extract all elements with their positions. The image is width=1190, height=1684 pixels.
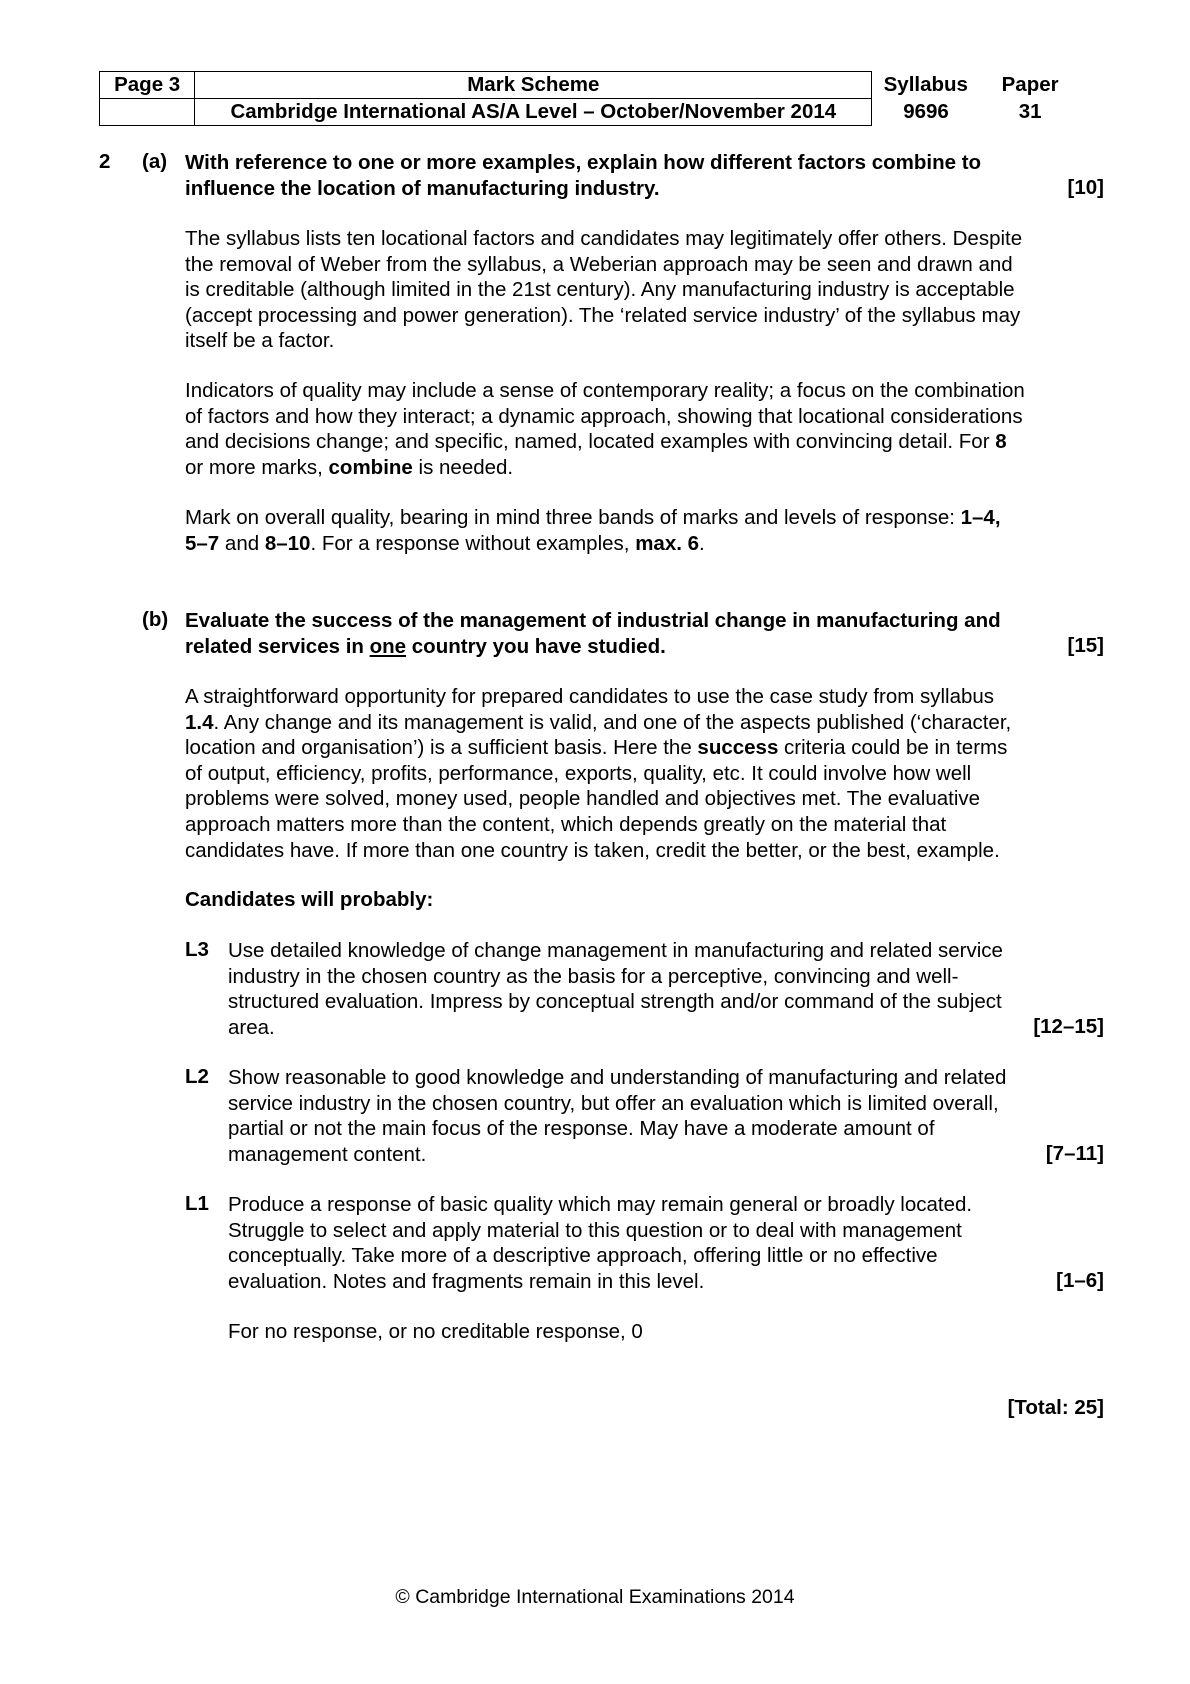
text-line: the removal of Weber from the syllabus, a Weberian approach may be seen and drawn and xyxy=(185,252,1013,276)
level-description xyxy=(228,938,1108,1040)
bold-text: 8 xyxy=(995,430,1007,454)
text-span: related services in xyxy=(185,634,370,658)
level-label: L2 xyxy=(185,1065,209,1088)
text-line: structured evaluation. Impress by conceptual strength and/or command of the subject xyxy=(228,990,1002,1014)
text-line: problems were solved, money used, people handled and objectives met. The evaluative xyxy=(185,787,981,811)
level-marks: [7–11] xyxy=(1045,1142,1104,1165)
part-a-question xyxy=(185,150,1085,201)
text-line: area. xyxy=(228,1015,275,1039)
text-line: itself be a factor. xyxy=(185,329,335,353)
text-line: Use detailed knowledge of change management in manufacturing and related service xyxy=(228,939,1003,962)
part-a-paragraph-2 xyxy=(185,378,1105,480)
text-span: Mark on overall quality, bearing in mind three bands of marks and levels of response: xyxy=(185,506,961,529)
paper-label: Paper xyxy=(1001,73,1059,96)
part-a-label: (a) xyxy=(142,150,168,173)
text-span: . Any change and its management is valid, and one of the aspects published (‘character, xyxy=(213,710,1012,734)
text-line: Struggle to select and apply material to this question or to deal with management xyxy=(228,1218,962,1242)
text-line: candidates have. If more than one country is taken, credit the better, or the best, example. xyxy=(185,838,1000,862)
text-line xyxy=(185,710,1105,736)
level-description xyxy=(228,1192,1108,1294)
text-line: approach matters more than the content, which depends greatly on the material that xyxy=(185,812,947,836)
text-line: The syllabus lists ten locational factors and candidates may legitimately offer others. Despite xyxy=(185,227,1023,250)
header-empty-cell xyxy=(100,99,195,126)
text-span: location and organisation’) is a sufficient basis. Here the xyxy=(185,736,698,760)
part-a-question-line: influence the location of manufacturing industry. xyxy=(185,176,660,200)
part-b-paragraph-1 xyxy=(185,684,1105,863)
syllabus-code: 9696 xyxy=(903,100,949,123)
bold-text: 1.4 xyxy=(185,710,214,734)
text-span: . For a response without examples, xyxy=(310,531,636,555)
level-marks: [12–15] xyxy=(1033,1015,1104,1038)
text-line: is creditable (although limited in the 21st century). Any manufacturing industry is acceptable xyxy=(185,278,1015,302)
part-a-paragraph-1 xyxy=(185,226,1105,354)
text-line: (accept processing and power generation). The ‘related service industry’ of the syllabus may xyxy=(185,303,1021,327)
text-span: and xyxy=(219,531,265,555)
no-response-note: For no response, or no creditable response, 0 xyxy=(228,1320,643,1343)
paper-number: 31 xyxy=(1018,100,1042,123)
page-header xyxy=(99,71,1081,127)
text-span: . xyxy=(699,531,705,555)
total-marks: [Total: 25] xyxy=(1007,1396,1104,1419)
document-title: Mark Scheme xyxy=(195,72,872,99)
part-b-marks: [15] xyxy=(1067,634,1104,657)
level-label: L1 xyxy=(185,1192,209,1215)
text-line xyxy=(185,505,1105,531)
header-table xyxy=(99,71,1081,126)
text-line: of factors and how they interact; a dynamic approach, showing that locational considerations xyxy=(185,404,1023,428)
copyright-footer: © Cambridge International Examinations 2014 xyxy=(395,1586,795,1608)
text-span: or more marks, xyxy=(185,455,329,479)
text-line: Show reasonable to good knowledge and understanding of manufacturing and related xyxy=(228,1066,1007,1089)
bold-text: 1–4, xyxy=(960,506,1001,529)
text-line: Produce a response of basic quality which may remain general or broadly located. xyxy=(228,1193,973,1216)
text-line xyxy=(185,735,1105,761)
bold-text: max. 6 xyxy=(635,531,700,555)
part-a-marks: [10] xyxy=(1067,176,1104,199)
bold-text: combine xyxy=(328,455,413,479)
part-b-question xyxy=(185,608,1085,659)
bold-text: 8–10 xyxy=(264,531,311,555)
question-number: 2 xyxy=(99,150,111,173)
text-line: partial or not the main focus of the response. May have a moderate amount of xyxy=(228,1117,935,1141)
text-line: of output, efficiency, profits, performance, exports, quality, etc. It could involve how well xyxy=(185,761,972,785)
text-span: criteria could be in terms xyxy=(778,736,1008,760)
bold-text: success xyxy=(697,736,779,760)
part-b-question-line: Evaluate the success of the management of industrial change in manufacturing and xyxy=(185,609,1001,632)
text-span: is needed. xyxy=(412,455,514,479)
level-marks: [1–6] xyxy=(1056,1269,1104,1292)
text-line xyxy=(185,455,1105,481)
text-line: management content. xyxy=(228,1142,427,1166)
part-a-question-line: With reference to one or more examples, explain how different factors combine to xyxy=(185,151,982,174)
text-line: evaluation. Notes and fragments remain in this level. xyxy=(228,1269,705,1293)
text-line: A straightforward opportunity for prepared candidates to use the case study from syllabus xyxy=(185,685,995,708)
syllabus-label: Syllabus xyxy=(883,73,968,96)
text-span: country you have studied. xyxy=(406,634,666,658)
text-line xyxy=(185,429,1105,455)
text-line: Indicators of quality may include a sense of contemporary reality; a focus on the combination xyxy=(185,379,1025,402)
part-b-question-line xyxy=(185,634,1085,660)
document-subtitle: Cambridge International AS/A Level – October/November 2014 xyxy=(195,99,872,126)
text-line xyxy=(185,531,1105,557)
bold-text: 5–7 xyxy=(185,531,220,555)
level-description xyxy=(228,1065,1108,1167)
text-line: conceptually. Take more of a descriptive approach, offering little or no effective xyxy=(228,1244,938,1268)
level-label: L3 xyxy=(185,938,209,961)
text-line: service industry in the chosen country, but offer an evaluation which is limited overall, xyxy=(228,1091,999,1115)
part-b-label: (b) xyxy=(142,608,169,631)
text-line: industry in the chosen country as the basis for a perceptive, convincing and well- xyxy=(228,964,959,988)
part-a-paragraph-3 xyxy=(185,505,1105,556)
page-number: Page 3 xyxy=(100,72,195,99)
text-span: and decisions change; and specific, named, located examples with convincing detail. For xyxy=(185,430,996,454)
candidates-heading: Candidates will probably: xyxy=(185,888,434,911)
underlined-text: one xyxy=(369,634,407,658)
